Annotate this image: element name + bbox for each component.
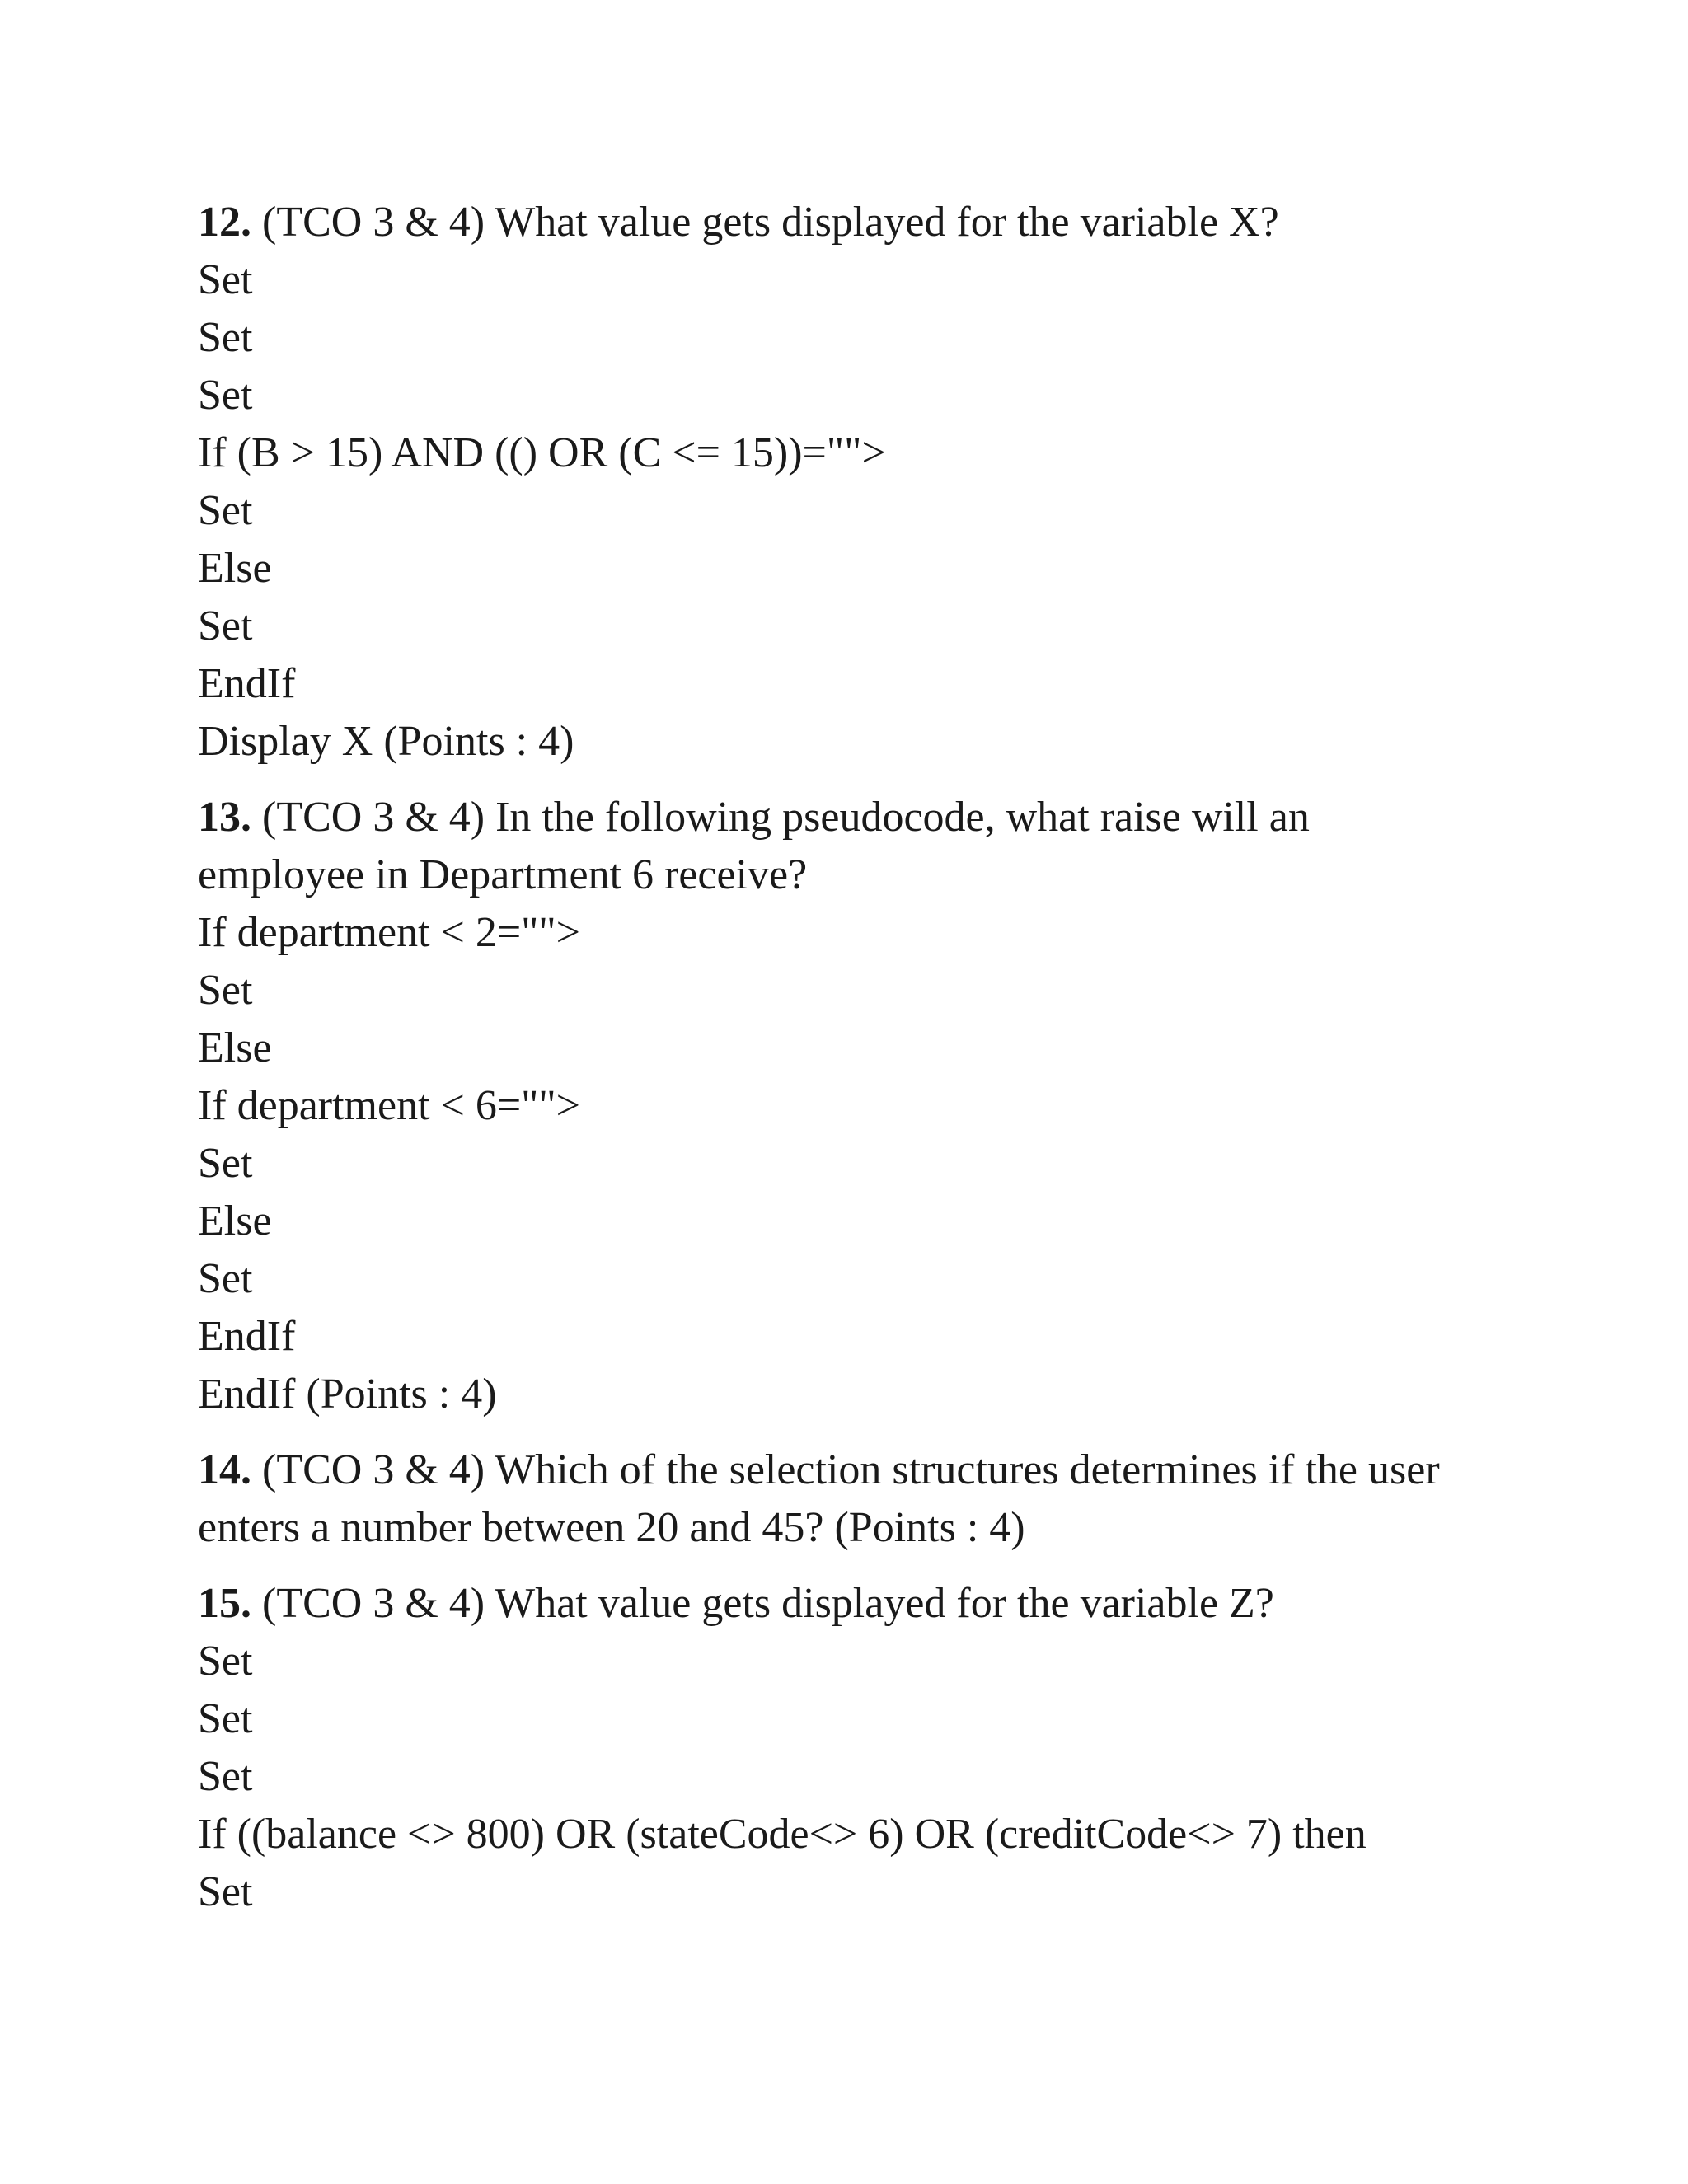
code-line: Set (198, 487, 253, 534)
code-line: EndIf (Points : 4) (198, 1371, 497, 1418)
code-line: Set (198, 602, 253, 649)
question-12-heading (198, 194, 1523, 251)
question-13 (198, 789, 1523, 1423)
question-14 (198, 1441, 1523, 1557)
code-line: Set (198, 372, 253, 419)
question-12 (198, 194, 1523, 771)
question-15 (198, 1575, 1523, 1921)
code-line: If ((balance <> 800) OR (stateCode<> 6) OR (creditCode<> 7) then (198, 1811, 1367, 1858)
question-15-heading (198, 1575, 1523, 1633)
code-line: Set (198, 1695, 253, 1742)
code-line: Else (198, 545, 272, 592)
code-line: Set (198, 314, 253, 361)
code-line: Else (198, 1024, 272, 1071)
code-line: EndIf (198, 660, 296, 707)
question-15-prompt: (TCO 3 & 4) What value gets displayed for the variable Z? (262, 1580, 1274, 1627)
code-line: Set (198, 256, 253, 303)
question-15-number: 15. (198, 1580, 251, 1627)
question-12-prompt: (TCO 3 & 4) What value gets displayed for the variable X? (262, 199, 1279, 246)
code-line: Set (198, 1868, 253, 1915)
code-line: Set (198, 1753, 253, 1800)
question-14-prompt: (TCO 3 & 4) Which of the selection structures determines if the user (262, 1446, 1440, 1493)
code-line: Set (198, 1255, 253, 1302)
code-line: Set (198, 967, 253, 1014)
question-14-number: 14. (198, 1446, 251, 1493)
question-13-number: 13. (198, 794, 251, 841)
question-14-prompt-continued: enters a number between 20 and 45? (Points : 4) (198, 1504, 1025, 1551)
code-line: Set (198, 1638, 253, 1685)
code-line: If department < 2=""> (198, 909, 580, 956)
code-line: If (B > 15) AND (() OR (C <= 15))=""> (198, 429, 886, 476)
question-14-heading (198, 1441, 1523, 1499)
code-line: EndIf (198, 1313, 296, 1360)
code-line: Set (198, 1140, 253, 1187)
code-line: If department < 6=""> (198, 1082, 580, 1129)
code-line: Else (198, 1197, 272, 1244)
question-13-prompt-continued: employee in Department 6 receive? (198, 851, 808, 898)
code-line: Display X (Points : 4) (198, 718, 574, 765)
question-13-prompt: (TCO 3 & 4) In the following pseudocode, what raise will an (262, 794, 1310, 841)
question-12-number: 12. (198, 199, 251, 246)
question-13-heading (198, 789, 1523, 846)
